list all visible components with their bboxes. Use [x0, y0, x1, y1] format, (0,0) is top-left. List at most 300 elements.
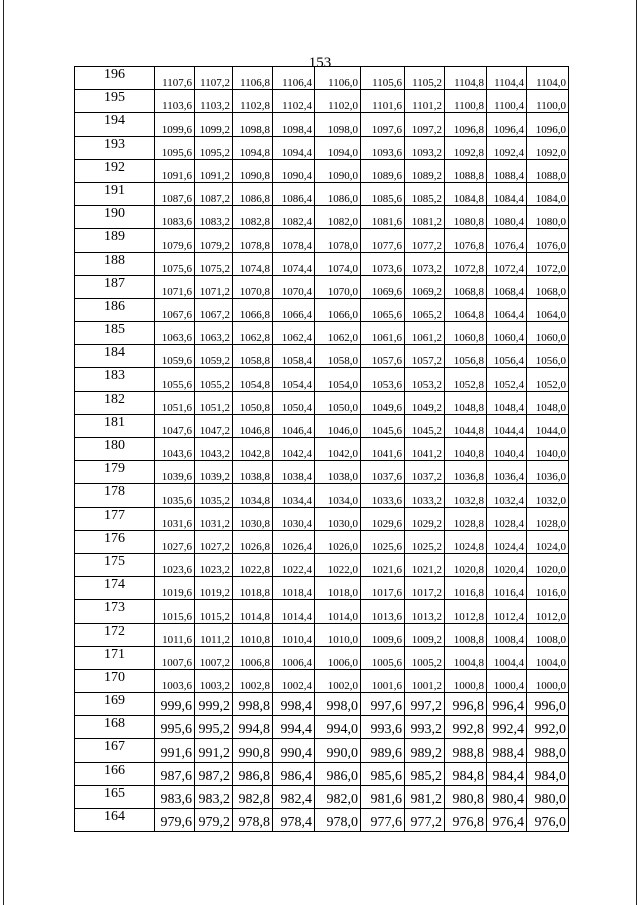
value-cell: 1028,4	[487, 507, 527, 530]
value-cell: 1045,2	[405, 414, 445, 437]
value-cell: 979,2	[195, 809, 233, 832]
row-number-cell: 192	[75, 159, 155, 182]
table-row	[75, 206, 569, 229]
value-cell: 988,8	[445, 739, 487, 762]
value-cell: 1055,2	[195, 368, 233, 391]
value-cell: 998,4	[273, 693, 315, 716]
table-row	[75, 229, 569, 252]
value-cell: 1036,0	[527, 461, 569, 484]
value-cell: 1087,6	[155, 182, 195, 205]
value-cell: 1092,8	[445, 136, 487, 159]
value-cell: 977,6	[361, 809, 405, 832]
value-cell: 1079,2	[195, 229, 233, 252]
value-cell: 1000,8	[445, 669, 487, 692]
value-cell: 1088,8	[445, 159, 487, 182]
value-cell: 976,8	[445, 809, 487, 832]
value-cell: 996,0	[527, 693, 569, 716]
table-row	[75, 438, 569, 461]
value-cell: 1055,6	[155, 368, 195, 391]
value-cell: 1028,8	[445, 507, 487, 530]
value-cell: 1082,0	[315, 206, 361, 229]
value-cell: 1026,8	[233, 530, 273, 553]
value-cell: 1027,2	[195, 530, 233, 553]
value-cell: 1087,2	[195, 182, 233, 205]
value-cell: 1073,6	[361, 252, 405, 275]
value-cell: 1050,8	[233, 391, 273, 414]
value-cell: 979,6	[155, 809, 195, 832]
value-cell: 1083,6	[155, 206, 195, 229]
table-row	[75, 182, 569, 205]
value-cell: 1075,6	[155, 252, 195, 275]
value-cell: 981,6	[361, 785, 405, 808]
value-cell: 988,0	[527, 739, 569, 762]
value-cell: 1097,2	[405, 113, 445, 136]
value-cell: 1056,8	[445, 345, 487, 368]
value-cell: 1060,8	[445, 322, 487, 345]
value-cell: 1019,2	[195, 577, 233, 600]
value-cell: 978,4	[273, 809, 315, 832]
value-cell: 1019,6	[155, 577, 195, 600]
value-cell: 1102,4	[273, 90, 315, 113]
table-row	[75, 693, 569, 716]
value-cell: 1003,2	[195, 669, 233, 692]
value-cell: 1021,2	[405, 553, 445, 576]
value-cell: 1077,6	[361, 229, 405, 252]
row-number-cell: 183	[75, 368, 155, 391]
value-cell: 1034,4	[273, 484, 315, 507]
value-cell: 1070,4	[273, 275, 315, 298]
value-cell: 1032,0	[527, 484, 569, 507]
table-row	[75, 90, 569, 113]
value-cell: 1105,6	[361, 67, 405, 90]
value-cell: 1066,0	[315, 298, 361, 321]
value-cell: 1042,0	[315, 438, 361, 461]
value-cell: 1094,4	[273, 136, 315, 159]
value-cell: 1065,6	[361, 298, 405, 321]
value-cell: 1001,2	[405, 669, 445, 692]
value-cell: 1057,2	[405, 345, 445, 368]
value-cell: 1040,0	[527, 438, 569, 461]
value-cell: 1080,4	[487, 206, 527, 229]
value-cell: 1041,6	[361, 438, 405, 461]
value-cell: 998,0	[315, 693, 361, 716]
value-cell: 1054,8	[233, 368, 273, 391]
value-cell: 1002,0	[315, 669, 361, 692]
value-cell: 1024,0	[527, 530, 569, 553]
table-row	[75, 391, 569, 414]
value-cell: 1076,4	[487, 229, 527, 252]
table-row	[75, 646, 569, 669]
value-cell: 1039,6	[155, 461, 195, 484]
value-cell: 1082,4	[273, 206, 315, 229]
value-cell: 1051,2	[195, 391, 233, 414]
table-row	[75, 507, 569, 530]
row-number-cell: 164	[75, 809, 155, 832]
value-cell: 1076,0	[527, 229, 569, 252]
value-cell: 1081,6	[361, 206, 405, 229]
value-cell: 1046,0	[315, 414, 361, 437]
row-number-cell: 193	[75, 136, 155, 159]
value-cell: 1104,4	[487, 67, 527, 90]
value-cell: 1098,8	[233, 113, 273, 136]
table-row	[75, 577, 569, 600]
value-cell: 978,8	[233, 809, 273, 832]
value-cell: 1020,4	[487, 553, 527, 576]
value-cell: 1090,8	[233, 159, 273, 182]
value-cell: 1039,2	[195, 461, 233, 484]
value-cell: 986,4	[273, 762, 315, 785]
row-number-cell: 168	[75, 716, 155, 739]
value-cell: 1023,2	[195, 553, 233, 576]
value-cell: 1086,0	[315, 182, 361, 205]
value-cell: 1092,4	[487, 136, 527, 159]
value-cell: 1105,2	[405, 67, 445, 90]
value-cell: 1031,6	[155, 507, 195, 530]
value-cell: 987,6	[155, 762, 195, 785]
value-cell: 996,8	[445, 693, 487, 716]
value-cell: 1025,6	[361, 530, 405, 553]
row-number-cell: 189	[75, 229, 155, 252]
value-cell: 981,2	[405, 785, 445, 808]
table-row	[75, 414, 569, 437]
value-cell: 1062,0	[315, 322, 361, 345]
value-cell: 1024,8	[445, 530, 487, 553]
value-cell: 1060,4	[487, 322, 527, 345]
value-cell: 1069,2	[405, 275, 445, 298]
table-row	[75, 461, 569, 484]
row-number-cell: 188	[75, 252, 155, 275]
table-row	[75, 623, 569, 646]
value-cell: 1016,0	[527, 577, 569, 600]
value-cell: 1048,0	[527, 391, 569, 414]
value-cell: 1010,4	[273, 623, 315, 646]
value-cell: 1106,8	[233, 67, 273, 90]
value-cell: 1047,6	[155, 414, 195, 437]
value-cell: 1032,4	[487, 484, 527, 507]
value-cell: 1058,8	[233, 345, 273, 368]
value-cell: 1027,6	[155, 530, 195, 553]
value-cell: 1068,8	[445, 275, 487, 298]
value-cell: 1078,4	[273, 229, 315, 252]
value-cell: 1002,4	[273, 669, 315, 692]
value-cell: 990,0	[315, 739, 361, 762]
value-cell: 1030,8	[233, 507, 273, 530]
value-cell: 1050,4	[273, 391, 315, 414]
value-cell: 1010,8	[233, 623, 273, 646]
value-cell: 993,6	[361, 716, 405, 739]
value-cell: 1062,4	[273, 322, 315, 345]
table-row	[75, 600, 569, 623]
value-cell: 1098,0	[315, 113, 361, 136]
value-cell: 1096,4	[487, 113, 527, 136]
value-cell: 1101,2	[405, 90, 445, 113]
value-cell: 1054,4	[273, 368, 315, 391]
value-cell: 1073,2	[405, 252, 445, 275]
value-cell: 1099,6	[155, 113, 195, 136]
value-cell: 1017,2	[405, 577, 445, 600]
value-cell: 1089,2	[405, 159, 445, 182]
table-row	[75, 484, 569, 507]
value-cell: 1021,6	[361, 553, 405, 576]
value-cell: 1063,6	[155, 322, 195, 345]
value-cell: 1024,4	[487, 530, 527, 553]
value-cell: 999,2	[195, 693, 233, 716]
value-cell: 1093,6	[361, 136, 405, 159]
row-number-cell: 181	[75, 414, 155, 437]
table-row	[75, 530, 569, 553]
value-cell: 1068,0	[527, 275, 569, 298]
value-cell: 1056,0	[527, 345, 569, 368]
value-cell: 1014,4	[273, 600, 315, 623]
row-number-cell: 191	[75, 182, 155, 205]
value-cell: 1003,6	[155, 669, 195, 692]
value-cell: 977,2	[405, 809, 445, 832]
value-cell: 1081,2	[405, 206, 445, 229]
value-cell: 1096,0	[527, 113, 569, 136]
value-cell: 1100,4	[487, 90, 527, 113]
value-cell: 1057,6	[361, 345, 405, 368]
table-row	[75, 669, 569, 692]
value-cell: 976,4	[487, 809, 527, 832]
row-number-cell: 194	[75, 113, 155, 136]
value-cell: 1069,6	[361, 275, 405, 298]
value-cell: 1064,8	[445, 298, 487, 321]
value-cell: 1020,8	[445, 553, 487, 576]
value-cell: 1026,4	[273, 530, 315, 553]
value-cell: 1104,8	[445, 67, 487, 90]
value-cell: 1036,4	[487, 461, 527, 484]
value-cell: 1068,4	[487, 275, 527, 298]
value-cell: 1004,8	[445, 646, 487, 669]
value-cell: 986,8	[233, 762, 273, 785]
value-cell: 1005,2	[405, 646, 445, 669]
value-cell: 1074,8	[233, 252, 273, 275]
value-cell: 990,4	[273, 739, 315, 762]
value-cell: 1005,6	[361, 646, 405, 669]
value-cell: 985,6	[361, 762, 405, 785]
value-cell: 1077,2	[405, 229, 445, 252]
value-cell: 994,4	[273, 716, 315, 739]
row-number-cell: 172	[75, 623, 155, 646]
value-cell: 1004,4	[487, 646, 527, 669]
value-cell: 1014,0	[315, 600, 361, 623]
row-number-cell: 165	[75, 785, 155, 808]
value-cell: 1071,2	[195, 275, 233, 298]
value-cell: 1080,0	[527, 206, 569, 229]
value-cell: 1061,2	[405, 322, 445, 345]
value-cell: 1085,6	[361, 182, 405, 205]
value-cell: 1107,6	[155, 67, 195, 90]
value-cell: 1000,0	[527, 669, 569, 692]
value-cell: 1103,2	[195, 90, 233, 113]
value-cell: 1052,4	[487, 368, 527, 391]
value-cell: 1070,8	[233, 275, 273, 298]
value-cell: 987,2	[195, 762, 233, 785]
scan-edge-left	[3, 0, 4, 905]
value-cell: 1018,0	[315, 577, 361, 600]
row-number-cell: 175	[75, 553, 155, 576]
value-cell: 1046,8	[233, 414, 273, 437]
value-cell: 997,6	[361, 693, 405, 716]
table-row	[75, 275, 569, 298]
value-cell: 1008,0	[527, 623, 569, 646]
value-cell: 990,8	[233, 739, 273, 762]
value-cell: 1084,8	[445, 182, 487, 205]
value-cell: 1094,0	[315, 136, 361, 159]
value-cell: 1102,0	[315, 90, 361, 113]
value-cell: 1072,8	[445, 252, 487, 275]
value-cell: 1075,2	[195, 252, 233, 275]
table-row	[75, 762, 569, 785]
value-cell: 1040,4	[487, 438, 527, 461]
row-number-cell: 170	[75, 669, 155, 692]
value-cell: 1046,4	[273, 414, 315, 437]
table-row	[75, 739, 569, 762]
scan-edge-right	[636, 0, 637, 905]
value-cell: 995,2	[195, 716, 233, 739]
table-row	[75, 553, 569, 576]
value-cell: 988,4	[487, 739, 527, 762]
value-cell: 1030,0	[315, 507, 361, 530]
value-cell: 1025,2	[405, 530, 445, 553]
value-cell: 1041,2	[405, 438, 445, 461]
table-row	[75, 716, 569, 739]
value-cell: 1083,2	[195, 206, 233, 229]
value-cell: 1052,0	[527, 368, 569, 391]
row-number-cell: 182	[75, 391, 155, 414]
value-cell: 1013,2	[405, 600, 445, 623]
value-cell: 1018,4	[273, 577, 315, 600]
value-cell: 1053,2	[405, 368, 445, 391]
value-cell: 1006,4	[273, 646, 315, 669]
value-cell: 998,8	[233, 693, 273, 716]
value-cell: 1088,4	[487, 159, 527, 182]
value-cell: 992,4	[487, 716, 527, 739]
value-cell: 1017,6	[361, 577, 405, 600]
value-cell: 1012,0	[527, 600, 569, 623]
value-cell: 1016,4	[487, 577, 527, 600]
value-cell: 1070,0	[315, 275, 361, 298]
value-cell: 1037,2	[405, 461, 445, 484]
value-cell: 1009,2	[405, 623, 445, 646]
value-cell: 1058,4	[273, 345, 315, 368]
value-cell: 1061,6	[361, 322, 405, 345]
value-cell: 1033,6	[361, 484, 405, 507]
table-row	[75, 113, 569, 136]
value-cell: 1086,4	[273, 182, 315, 205]
table-row	[75, 136, 569, 159]
row-number-cell: 167	[75, 739, 155, 762]
row-number-cell: 171	[75, 646, 155, 669]
value-cell: 992,8	[445, 716, 487, 739]
value-cell: 1043,6	[155, 438, 195, 461]
value-cell: 993,2	[405, 716, 445, 739]
value-cell: 1098,4	[273, 113, 315, 136]
value-cell: 1044,0	[527, 414, 569, 437]
value-cell: 1012,4	[487, 600, 527, 623]
page-number: 153	[308, 55, 332, 71]
value-cell: 1074,0	[315, 252, 361, 275]
value-cell: 1066,8	[233, 298, 273, 321]
value-cell: 1091,2	[195, 159, 233, 182]
row-number-cell: 184	[75, 345, 155, 368]
value-cell: 1038,0	[315, 461, 361, 484]
value-cell: 1082,8	[233, 206, 273, 229]
value-cell: 1010,0	[315, 623, 361, 646]
value-cell: 1022,0	[315, 553, 361, 576]
value-cell: 1079,6	[155, 229, 195, 252]
value-cell: 1086,8	[233, 182, 273, 205]
value-cell: 1016,8	[445, 577, 487, 600]
value-cell: 1089,6	[361, 159, 405, 182]
value-cell: 1106,4	[273, 67, 315, 90]
value-cell: 1104,0	[527, 67, 569, 90]
value-cell: 1066,4	[273, 298, 315, 321]
value-cell: 1032,8	[445, 484, 487, 507]
value-cell: 1042,8	[233, 438, 273, 461]
value-cell: 1029,6	[361, 507, 405, 530]
table-row	[75, 809, 569, 832]
value-cell: 997,2	[405, 693, 445, 716]
value-cell: 980,8	[445, 785, 487, 808]
value-cell: 1034,8	[233, 484, 273, 507]
row-number-cell: 173	[75, 600, 155, 623]
value-cell: 994,0	[315, 716, 361, 739]
table-row	[75, 322, 569, 345]
table-row	[75, 67, 569, 90]
table-row	[75, 159, 569, 182]
value-cell: 1007,2	[195, 646, 233, 669]
value-cell: 1065,2	[405, 298, 445, 321]
value-cell: 1000,4	[487, 669, 527, 692]
value-cell: 1106,0	[315, 67, 361, 90]
value-cell: 984,8	[445, 762, 487, 785]
value-cell: 1044,4	[487, 414, 527, 437]
value-cell: 1072,0	[527, 252, 569, 275]
row-number-cell: 196	[75, 67, 155, 90]
value-cell: 1043,2	[195, 438, 233, 461]
value-cell: 1004,0	[527, 646, 569, 669]
value-cell: 1071,6	[155, 275, 195, 298]
value-cell: 1012,8	[445, 600, 487, 623]
table-row	[75, 368, 569, 391]
value-cell: 1067,6	[155, 298, 195, 321]
value-cell: 980,4	[487, 785, 527, 808]
value-cell: 1022,4	[273, 553, 315, 576]
row-number-cell: 178	[75, 484, 155, 507]
value-cell: 1001,6	[361, 669, 405, 692]
table-row	[75, 252, 569, 275]
value-cell: 976,0	[527, 809, 569, 832]
value-cell: 1084,0	[527, 182, 569, 205]
row-number-cell: 190	[75, 206, 155, 229]
row-number-cell: 186	[75, 298, 155, 321]
value-cell: 1059,6	[155, 345, 195, 368]
value-cell: 1080,8	[445, 206, 487, 229]
value-cell: 1044,8	[445, 414, 487, 437]
row-number-cell: 180	[75, 438, 155, 461]
value-cell: 1007,6	[155, 646, 195, 669]
value-cell: 1049,6	[361, 391, 405, 414]
value-cell: 1006,0	[315, 646, 361, 669]
value-cell: 1054,0	[315, 368, 361, 391]
value-cell: 982,4	[273, 785, 315, 808]
value-cell: 994,8	[233, 716, 273, 739]
value-cell: 1015,2	[195, 600, 233, 623]
value-cell: 1015,6	[155, 600, 195, 623]
table-row	[75, 298, 569, 321]
value-cell: 1092,0	[527, 136, 569, 159]
